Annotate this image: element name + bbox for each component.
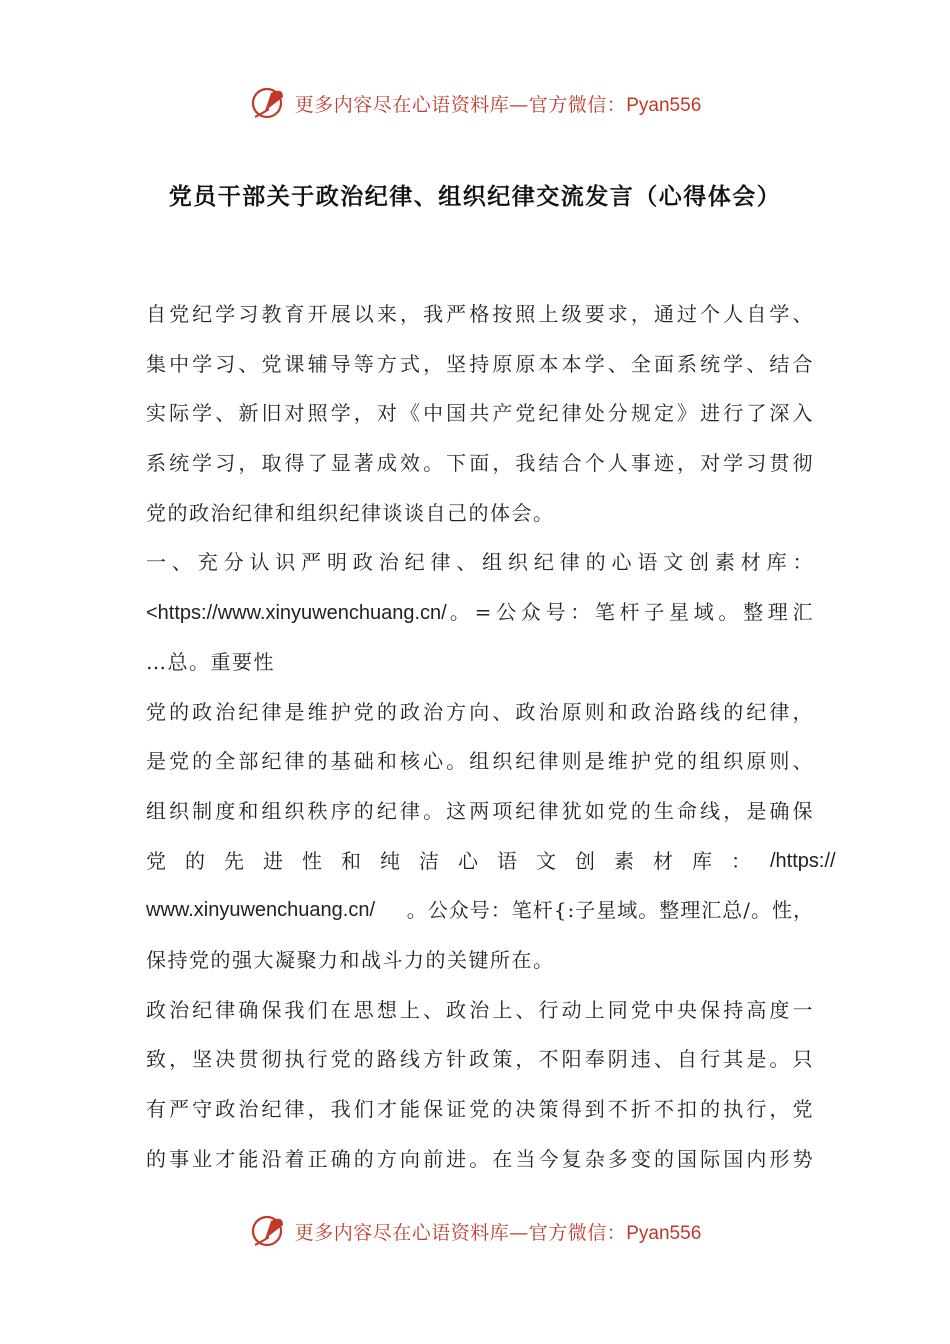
text-line: 自党纪学习教育开展以来，我严格按照上级要求，通过个人自学、 xyxy=(146,302,814,326)
url-text: www.xinyuwenchuang.cn/ xyxy=(146,899,376,922)
text-line: 是党的全部纪律的基础和核心。组织纪律则是维护党的组织原则、 xyxy=(146,749,814,774)
text-line: 保持党的强大凝聚力和战斗力的关键所在。 xyxy=(146,947,555,972)
text-line: 有严守政治纪律，我们才能保证党的决策得到不折不扣的执行，党 xyxy=(146,1097,814,1121)
text-line: 的事业才能沿着正确的方向前进。在当今复杂多变的国际国内形势 xyxy=(146,1146,814,1171)
header-banner xyxy=(0,78,950,128)
quill-logo-icon xyxy=(249,1211,289,1251)
footer-banner xyxy=(0,1206,950,1256)
text-line: …总。重要性 xyxy=(146,649,275,674)
text-line: 组织制度和组织秩序的纪律。这两项纪律犹如党的生命线，是确保 xyxy=(146,798,814,823)
text-line: 党的政治纪律和组织纪律谈谈自己的体会。 xyxy=(146,500,555,525)
text-line: 系统学习，取得了显著成效。下面，我结合个人事迹，对学习贯彻 xyxy=(146,451,814,476)
text-line: <https://www.xinyuwenchuang.cn/。=公众号：笔杆子星域。整理汇 xyxy=(146,600,814,625)
text-line: 实际学、新旧对照学，对《中国共产党纪律处分规定》进行了深入 xyxy=(146,401,814,426)
text-line: 党的先进性和纯洁心语文创素材库： /https:// xyxy=(146,839,814,889)
text-line: 政治纪律确保我们在思想上、政治上、行动上同党中央保持高度一 xyxy=(146,997,814,1022)
text-line: 致，坚决贯彻执行党的路线方针政策，不阳奉阴违、自行其是。只 xyxy=(146,1047,814,1072)
header-banner-text: 更多内容尽在心语资料库—官方微信：Pyan556 xyxy=(294,93,702,116)
quill-logo-icon xyxy=(249,83,289,123)
text-line: 集中学习、党课辅导等方式，坚持原原本本学、全面系统学、结合 xyxy=(146,351,814,376)
text-line: www.xinyuwenchuang.cn/ 。公众号：笔杆{:子星域。整理汇总/。性， xyxy=(146,888,814,938)
wechat-id: Pyan556 xyxy=(626,94,702,116)
url-text: <https://www.xinyuwenchuang.cn/ xyxy=(146,602,447,625)
text-line: 一、充分认识严明政治纪律、组织纪律的心语文创素材库： xyxy=(146,550,814,575)
footer-banner-text: 更多内容尽在心语资料库—官方微信：Pyan556 xyxy=(294,1221,702,1244)
text-line: 党的政治纪律是维护党的政治方向、政治原则和政治路线的纪律， xyxy=(146,699,814,724)
wechat-id: Pyan556 xyxy=(626,1222,702,1244)
url-text: /https:// xyxy=(770,849,836,872)
document-body xyxy=(146,292,836,1186)
page-title: 党员干部关于政治纪律、组织纪律交流发言（心得体会） xyxy=(168,184,782,210)
